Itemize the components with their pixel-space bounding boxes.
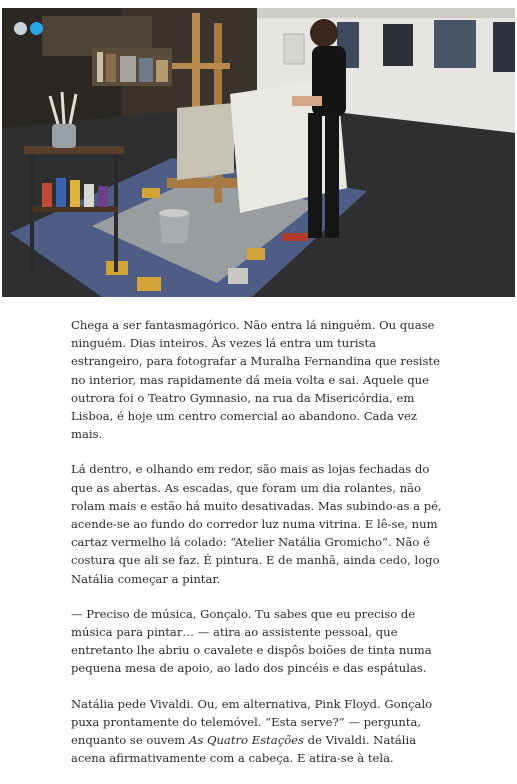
article-body xyxy=(71,316,446,784)
carousel-indicator xyxy=(14,22,43,35)
work-title: As Quatro Estações xyxy=(188,733,304,748)
article-paragraph xyxy=(71,695,446,768)
article-paragraph: Chega a ser fantasmagórico. Não entra lá ninguém. Ou quase ninguém. Dias inteiros. Às vezes lá entra um turista estrangeiro, para fotografar a Muralha Fernandina que resiste no interior, mas rapidamente dá meia volta e sai. Aquele que outrora foi o Teatro Gymnasio, na rua da Misericórdia, em Lisboa, é hoje um centro comercial ao abandono. Cada vez mais. xyxy=(71,318,440,442)
carousel-dot-active[interactable] xyxy=(30,22,43,35)
paragraph-text: de Vivaldi. Natália acena afirmativamente com a cabeça. E atira-se à tela. xyxy=(71,733,417,766)
artist-studio-photo xyxy=(2,8,515,297)
paragraph-text: Natália pede Vivaldi. Ou, em alternativa, Pink Floyd. Gonçalo puxa prontamente do telemóvel. “Esta serve?” — pergunta, enquanto se ouvem xyxy=(71,696,433,748)
article-paragraph: Lá dentro, e olhando em redor, são mais as lojas fechadas do que as abertas. As escadas, que foram um dia rolantes, não rolam mais e estão há muito desativadas. Mas subindo-as a pé, acende-se ao fundo do corredor luz numa vitrina. E lê-se, num cartaz vermelho lá colado: “Atelier Natália Gromicho”. Não é costura que ali se faz. É pintura. E de manhã, ainda cedo, logo Natália começar a pintar. xyxy=(71,462,442,586)
carousel-dot[interactable] xyxy=(14,22,27,35)
article-paragraph: — Preciso de música, Gonçalo. Tu sabes que eu preciso de música para pintar… — atira ao assistente pessoal, que entretanto lhe abriu o cavalete e dispôs boiões de tinta numa pequena mesa de apoio, ao lado dos pincéis e das espátulas. xyxy=(71,606,432,676)
hero-photo xyxy=(2,8,515,297)
